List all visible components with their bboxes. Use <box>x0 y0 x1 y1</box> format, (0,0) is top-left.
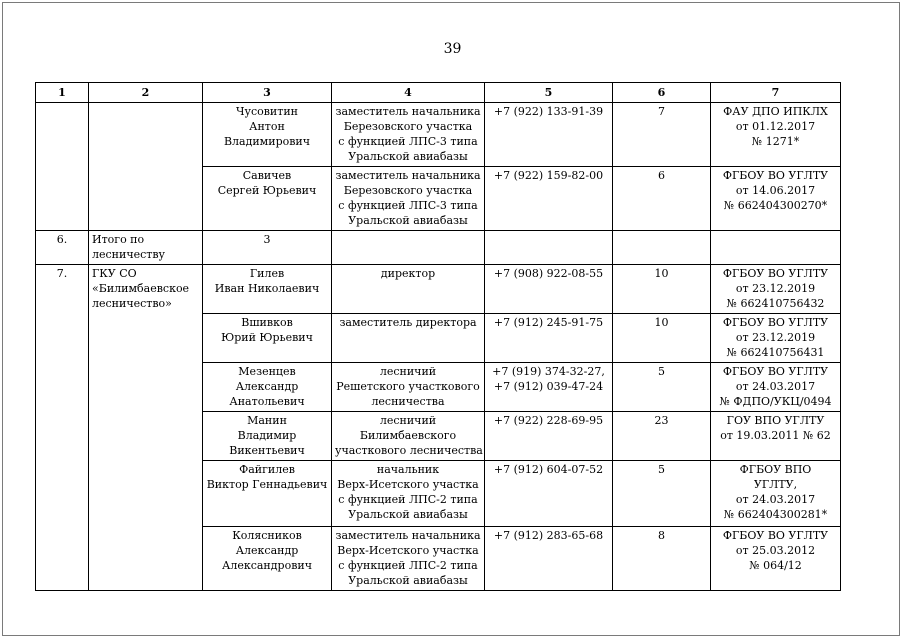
certificate-line: № 662404300270* <box>723 199 828 212</box>
position-line: заместитель начальника <box>335 529 481 542</box>
certificate-line: от 24.03.2017 <box>735 380 816 393</box>
position-line: Уральской авиабазы <box>348 214 468 227</box>
staff-table <box>35 82 841 591</box>
position-line: с функцией ЛПС-3 типа <box>338 135 478 148</box>
certificate-line: ФГБОУ ВО УГЛТУ <box>722 169 829 182</box>
person-name-line: Манин <box>247 414 287 427</box>
certificate-line: № 662410756431 <box>726 346 825 359</box>
forestry-name-cell <box>89 231 203 265</box>
forestry-name-cell <box>89 103 203 231</box>
position-line: Березовского участка <box>343 120 473 133</box>
position-line: Уральской авиабазы <box>348 574 468 587</box>
header-cell: 2 <box>89 83 203 103</box>
person-name-line: Владимир <box>237 429 297 442</box>
phone-line: +7 (912) 245-91-75 <box>493 316 604 329</box>
person-name-line: Вшивков <box>241 316 293 329</box>
certificate-line: от 23.12.2019 <box>735 331 816 344</box>
certificate-line: ГОУ ВПО УГЛТУ <box>726 414 825 427</box>
phone-cell <box>485 167 613 231</box>
person-name-cell <box>203 167 332 231</box>
experience-cell: 8 <box>613 527 711 591</box>
person-name-cell <box>203 363 332 412</box>
phone-line: +7 (919) 374-32-27, <box>492 365 605 378</box>
header-cell: 5 <box>485 83 613 103</box>
experience-cell: 6 <box>613 167 711 231</box>
certificate-cell <box>711 461 841 527</box>
forestry-name-line: лесничество» <box>92 297 172 310</box>
position-cell <box>332 231 485 265</box>
person-name-line: Сергей Юрьевич <box>217 184 317 197</box>
position-cell <box>332 167 485 231</box>
certificate-line: от 25.03.2012 <box>735 544 816 557</box>
person-name-line: 3 <box>263 233 271 246</box>
person-name-line: Чусовитин <box>235 105 299 118</box>
header-cell: 6 <box>613 83 711 103</box>
certificate-cell <box>711 167 841 231</box>
person-name-line: Иван Николаевич <box>214 282 320 295</box>
table-row <box>36 103 841 167</box>
phone-cell <box>485 231 613 265</box>
phone-line: +7 (922) 133-91-39 <box>493 105 604 118</box>
person-name-line: Анатольевич <box>229 395 305 408</box>
position-line: заместитель начальника <box>335 105 481 118</box>
person-name-line: Александр <box>235 544 299 557</box>
certificate-line: ФГБОУ ВО УГЛТУ <box>722 529 829 542</box>
certificate-cell <box>711 314 841 363</box>
forestry-name-line: ГКУ СО <box>92 267 137 280</box>
experience-cell: 5 <box>613 363 711 412</box>
experience-cell: 7 <box>613 103 711 167</box>
position-line: Уральской авиабазы <box>348 508 468 521</box>
position-cell <box>332 527 485 591</box>
header-cell: 3 <box>203 83 332 103</box>
person-name-line: Мезенцев <box>238 365 296 378</box>
certificate-line: от 23.12.2019 <box>735 282 816 295</box>
phone-cell <box>485 363 613 412</box>
phone-line: +7 (912) 604-07-52 <box>493 463 604 476</box>
position-line: директор <box>380 267 436 280</box>
header-cell: 4 <box>332 83 485 103</box>
position-line: с функцией ЛПС-3 типа <box>338 199 478 212</box>
position-line: с функцией ЛПС-2 типа <box>338 493 478 506</box>
position-line: Березовского участка <box>343 184 473 197</box>
phone-cell <box>485 461 613 527</box>
certificate-line: от 24.03.2017 <box>735 493 816 506</box>
person-name-line: Викентьевич <box>229 444 305 457</box>
position-line: заместитель директора <box>339 316 477 329</box>
certificate-line: № 662410756432 <box>726 297 825 310</box>
phone-line: +7 (908) 922-08-55 <box>493 267 604 280</box>
person-name-line: Файгилев <box>239 463 295 476</box>
person-name-cell <box>203 461 332 527</box>
table-row <box>36 265 841 314</box>
certificate-line: ФГБОУ ВПО <box>739 463 812 476</box>
certificate-cell <box>711 103 841 167</box>
forestry-name-line: «Билимбаевское <box>92 282 190 295</box>
position-cell <box>332 265 485 314</box>
certificate-cell <box>711 231 841 265</box>
table-row <box>36 231 841 265</box>
position-cell <box>332 103 485 167</box>
phone-line: +7 (922) 159-82-00 <box>493 169 604 182</box>
certificate-line: от 19.03.2011 № 62 <box>720 429 831 442</box>
certificate-line: ФАУ ДПО ИПКЛХ <box>723 105 828 118</box>
certificate-line: от 14.06.2017 <box>735 184 816 197</box>
person-name-cell <box>203 527 332 591</box>
forestry-name-line: лесничеству <box>92 248 166 261</box>
person-name-line: Колясников <box>232 529 302 542</box>
position-line: Верх-Исетского участка <box>337 544 479 557</box>
person-name-line: Александр <box>235 380 299 393</box>
person-name-cell <box>203 314 332 363</box>
certificate-line: ФГБОУ ВО УГЛТУ <box>722 365 829 378</box>
position-cell <box>332 412 485 461</box>
certificate-cell <box>711 412 841 461</box>
position-line: лесничества <box>371 395 445 408</box>
phone-line: +7 (922) 228-69-95 <box>493 414 604 427</box>
person-name-line: Антон <box>249 120 285 133</box>
position-cell <box>332 461 485 527</box>
certificate-line: УГЛТУ, <box>753 478 798 491</box>
header-cell: 1 <box>36 83 89 103</box>
certificate-line: № 662404300281* <box>723 508 828 521</box>
forestry-name-cell <box>89 265 203 591</box>
header-cell: 7 <box>711 83 841 103</box>
experience-cell: 10 <box>613 314 711 363</box>
certificate-cell <box>711 363 841 412</box>
position-line: лесничий <box>379 365 437 378</box>
person-name-cell <box>203 103 332 167</box>
position-line: Решетского участкового <box>336 380 480 393</box>
position-line: участкового лесничества <box>335 444 483 457</box>
experience-cell: 5 <box>613 461 711 527</box>
phone-cell <box>485 527 613 591</box>
person-name-line: Александрович <box>222 559 312 572</box>
phone-cell <box>485 412 613 461</box>
position-cell <box>332 363 485 412</box>
position-line: лесничий <box>379 414 437 427</box>
header-row <box>36 83 841 103</box>
experience-cell <box>613 231 711 265</box>
person-name-line: Юрий Юрьевич <box>221 331 313 344</box>
certificate-line: ФГБОУ ВО УГЛТУ <box>722 267 829 280</box>
person-name-line: Владимирович <box>223 135 311 148</box>
phone-line: +7 (912) 039-47-24 <box>493 380 604 393</box>
certificate-line: № 1271* <box>751 135 800 148</box>
person-name-line: Виктор Геннадьевич <box>206 478 328 491</box>
position-line: Уральской авиабазы <box>348 150 468 163</box>
phone-cell <box>485 103 613 167</box>
experience-cell: 10 <box>613 265 711 314</box>
phone-line: +7 (912) 283-65-68 <box>493 529 604 542</box>
page-number: 39 <box>443 41 462 57</box>
position-line: начальник <box>376 463 440 476</box>
position-cell <box>332 314 485 363</box>
position-line: заместитель начальника <box>335 169 481 182</box>
row-number-cell <box>36 103 89 231</box>
certificate-line: ФГБОУ ВО УГЛТУ <box>722 316 829 329</box>
certificate-line: № 064/12 <box>749 559 802 572</box>
person-name-line: Гилев <box>249 267 285 280</box>
certificate-line: № ФДПО/УКЦ/0494 <box>719 395 832 408</box>
person-name-cell <box>203 412 332 461</box>
position-line: Билимбаевского <box>359 429 457 442</box>
person-name-line: Савичев <box>242 169 292 182</box>
certificate-line: от 01.12.2017 <box>735 120 816 133</box>
phone-cell <box>485 314 613 363</box>
row-number-cell: 6. <box>36 231 89 265</box>
forestry-name-line: Итого по <box>92 233 145 246</box>
person-name-cell <box>203 265 332 314</box>
position-line: с функцией ЛПС-2 типа <box>338 559 478 572</box>
row-number-cell: 7. <box>36 265 89 591</box>
experience-cell: 23 <box>613 412 711 461</box>
position-line: Верх-Исетского участка <box>337 478 479 491</box>
certificate-cell <box>711 527 841 591</box>
certificate-cell <box>711 265 841 314</box>
person-name-cell <box>203 231 332 265</box>
phone-cell <box>485 265 613 314</box>
